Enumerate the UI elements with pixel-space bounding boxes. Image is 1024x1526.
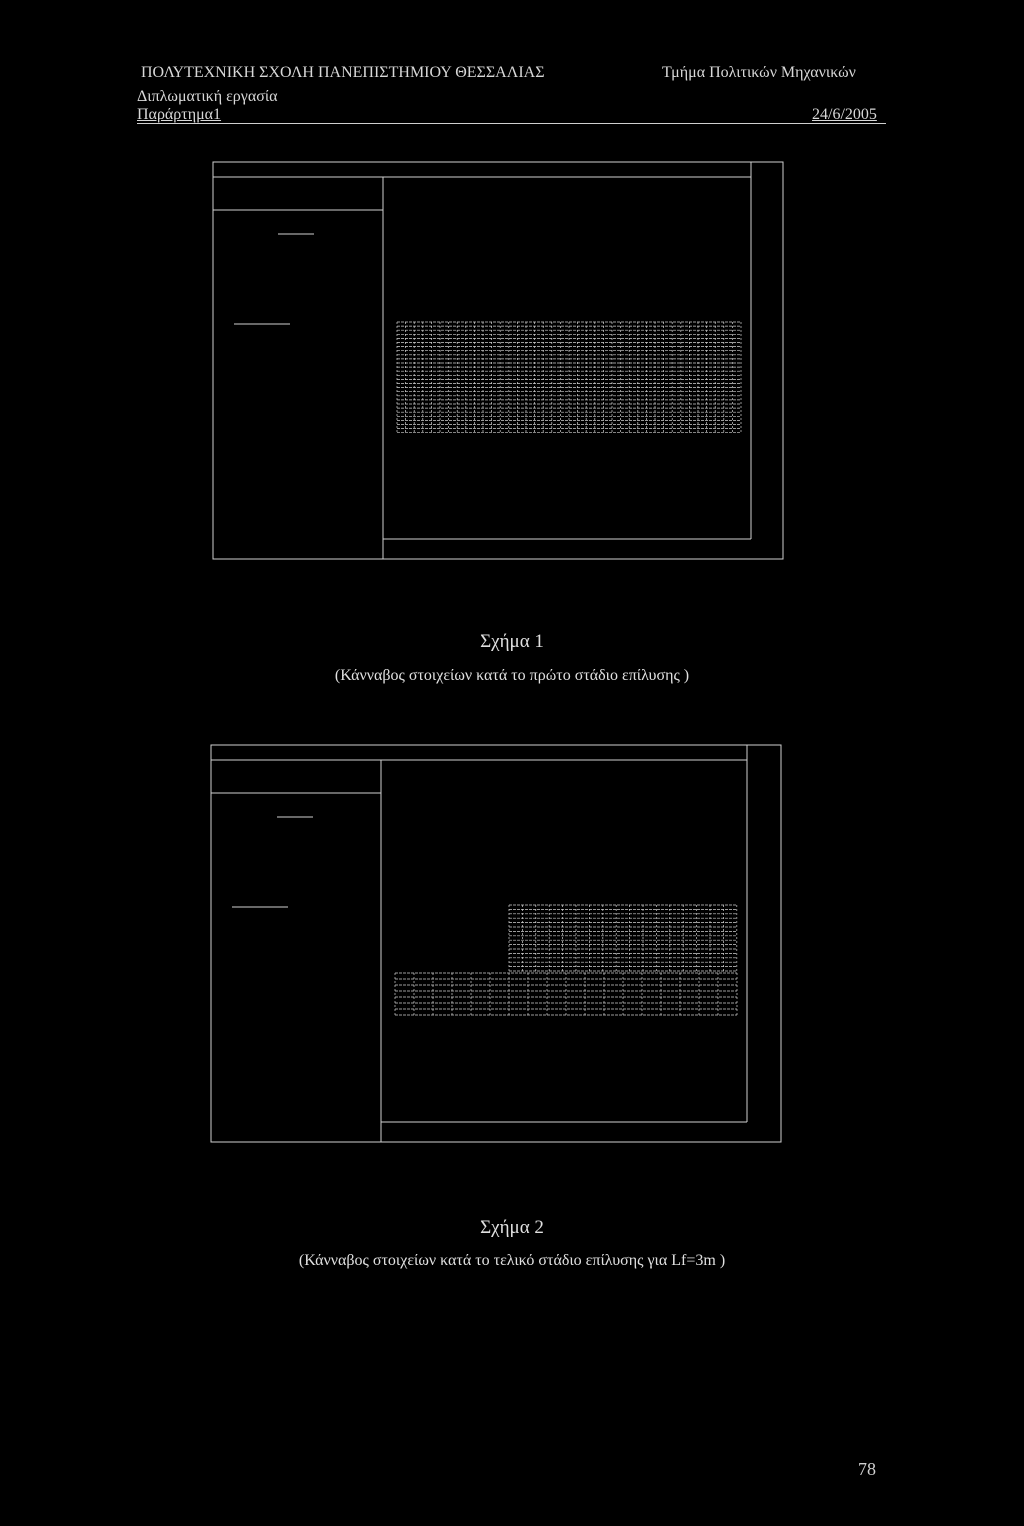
header-department: Τμήμα Πολιτικών Μηχανικών	[662, 64, 856, 81]
figure-2-caption: (Κάνναβος στοιχείων κατά το τελικό στάδιο επίλυσης για Lf=3m )	[298, 1252, 726, 1269]
figure-1-title: Σχήμα 1	[480, 631, 544, 652]
fig2-mesh-upper-block	[509, 905, 737, 971]
fig1-outer-frame	[213, 162, 783, 559]
figure-2-title: Σχήμα 2	[480, 1217, 544, 1238]
figure-2-mesh	[209, 743, 784, 1145]
fig1-mesh-grid	[397, 322, 741, 434]
page-number: 78	[858, 1459, 876, 1479]
header-date: 24/6/2005	[812, 106, 877, 123]
header-rule	[137, 123, 886, 124]
fig2-mesh-lower-block	[395, 973, 737, 1015]
fig2-outer-frame	[211, 745, 781, 1142]
figure-1-mesh	[211, 160, 786, 562]
header-school: ΠΟΛΥΤΕΧΝΙΚΗ ΣΧΟΛΗ ΠΑΝΕΠΙΣΤΗΜΙΟΥ ΘΕΣΣΑΛΙΑΣ	[141, 64, 545, 81]
header-appendix: Παράρτημα1	[137, 106, 222, 123]
figure-1-caption: (Κάνναβος στοιχείων κατά το πρώτο στάδιο επίλυσης )	[334, 667, 690, 684]
header-thesis: Διπλωματική εργασία	[137, 88, 278, 105]
